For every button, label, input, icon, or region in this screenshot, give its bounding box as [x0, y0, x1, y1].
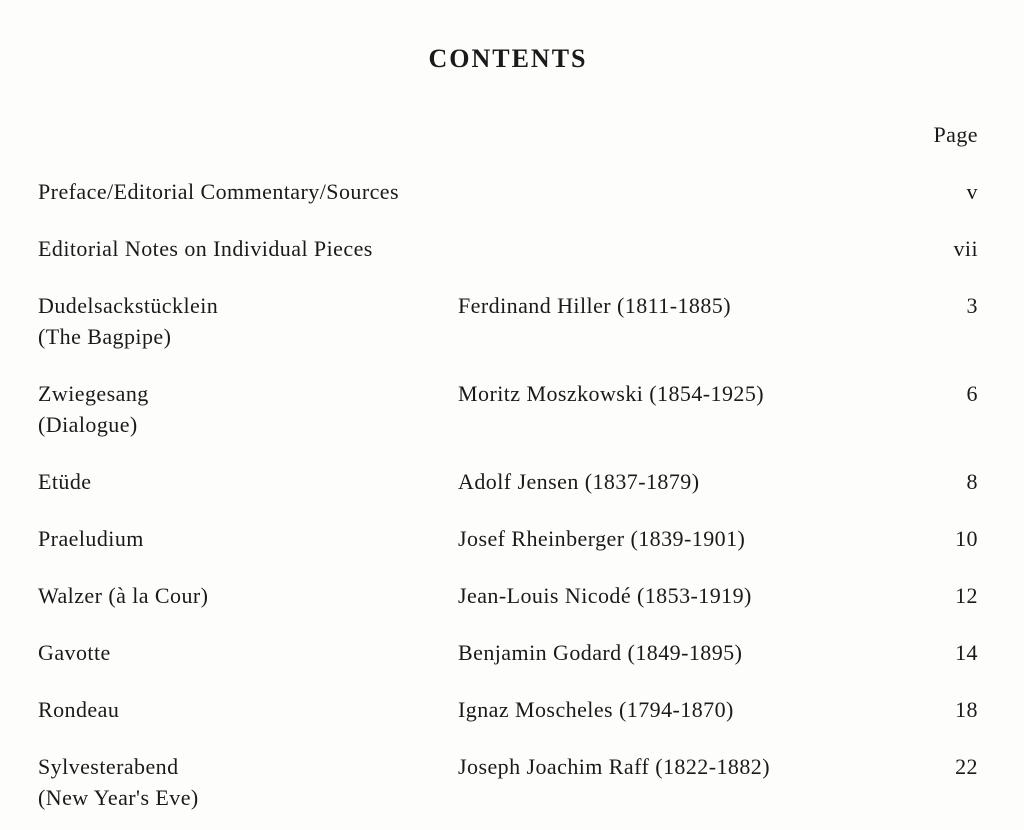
- page-number: 12: [955, 583, 978, 608]
- piece-subtitle: (The Bagpipe): [38, 324, 172, 349]
- toc-entry-row: [38, 290, 978, 352]
- composer-name: Ferdinand Hiller (1811-1885): [458, 293, 732, 318]
- piece-title-cell: [38, 378, 458, 440]
- toc-entry-row: [38, 694, 978, 725]
- composer-name: Moritz Moszkowski (1854-1925): [458, 381, 765, 406]
- piece-title-cell: [38, 637, 458, 668]
- piece-title: Dudelsackstücklein: [38, 293, 219, 318]
- toc-entry-row: [38, 523, 978, 554]
- composer-name: Joseph Joachim Raff (1822-1882): [458, 754, 771, 779]
- piece-subtitle: (New Year's Eve): [38, 785, 199, 810]
- piece-title-cell: [38, 751, 458, 813]
- page-number: 14: [955, 640, 978, 665]
- piece-title: Praeludium: [38, 526, 144, 551]
- composer-name: Adolf Jensen (1837-1879): [458, 469, 700, 494]
- piece-title-cell: [38, 694, 458, 725]
- toc-entry-row: [38, 466, 978, 497]
- piece-title: Sylvesterabend: [38, 754, 179, 779]
- piece-title: Walzer (à la Cour): [38, 583, 209, 608]
- piece-title-cell: [38, 290, 458, 352]
- toc-entry-row: [38, 751, 978, 813]
- page-column-header: Page: [933, 122, 978, 147]
- page-number: v: [966, 179, 978, 204]
- composer-name: Ignaz Moscheles (1794-1870): [458, 697, 734, 722]
- front-matter-title: Editorial Notes on Individual Pieces: [38, 236, 373, 261]
- piece-title: Gavotte: [38, 640, 111, 665]
- front-matter-list: [38, 176, 978, 264]
- front-matter-row: [38, 233, 978, 264]
- page-number: 6: [966, 381, 978, 406]
- piece-subtitle: (Dialogue): [38, 412, 138, 437]
- toc-entry-row: [38, 637, 978, 668]
- toc-entry-list: [38, 290, 978, 813]
- piece-title: Zwiegesang: [38, 381, 149, 406]
- composer-name: Benjamin Godard (1849-1895): [458, 640, 743, 665]
- piece-title-cell: [38, 580, 458, 611]
- page-number: 18: [955, 697, 978, 722]
- toc-entry-row: [38, 378, 978, 440]
- page-number: 22: [955, 754, 978, 779]
- piece-title-cell: [38, 466, 458, 497]
- piece-title-cell: [38, 523, 458, 554]
- toc-entry-row: [38, 580, 978, 611]
- page-number: 3: [966, 293, 978, 318]
- page-number: 10: [955, 526, 978, 551]
- piece-title: Rondeau: [38, 697, 120, 722]
- front-matter-title: Preface/Editorial Commentary/Sources: [38, 179, 400, 204]
- page-number: 8: [966, 469, 978, 494]
- page-number: vii: [953, 236, 978, 261]
- page-title: CONTENTS: [428, 44, 588, 73]
- composer-name: Jean-Louis Nicodé (1853-1919): [458, 583, 752, 608]
- front-matter-row: [38, 176, 978, 207]
- composer-name: Josef Rheinberger (1839-1901): [458, 526, 746, 551]
- piece-title: Etüde: [38, 469, 92, 494]
